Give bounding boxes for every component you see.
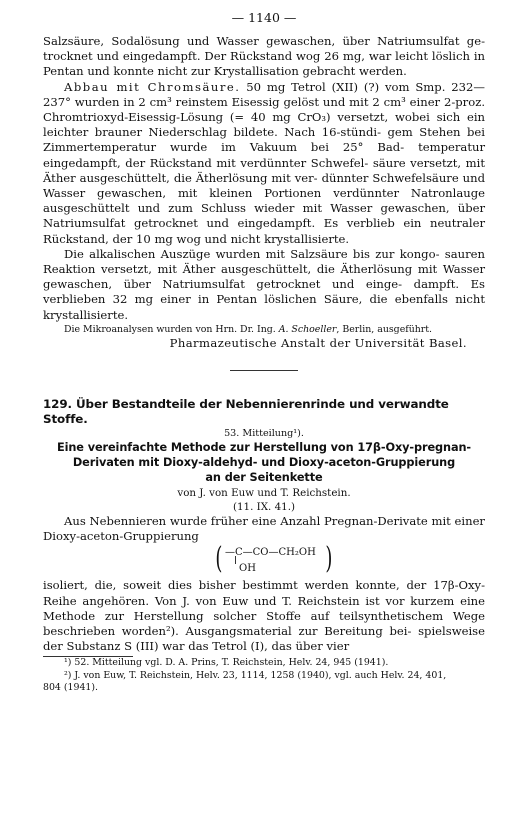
text-line: sauren Reaktion versetzt, mit Äther ausgeschüttelt, die Ätherlösung [43,246,485,277]
formula-paren-right: ) [325,541,333,577]
page-number: — 1140 — [231,10,297,25]
text-line: Aus Nebennieren wurde früher eine Anzahl Pregnan-Derivate [64,514,428,529]
subtitle-line: Derivaten mit Dioxy-aldehyd- und Dioxy-aceton-Gruppierung [72,456,456,470]
authors: von J. von Euw und T. Reichstein. [177,487,351,500]
acknowledgement-text: Die Mikroanalysen wurden von Hrn. Dr. Ing. [64,323,279,335]
article-title: 129. Über Bestandteile der Nebennierenrinde und verwandte Stoffe. [43,397,449,427]
paragraph-continuation [43,34,485,80]
paragraph-auszuege [43,247,485,323]
text-line: einer 2-proz. Chromtrioxyd-Eisessig-Lösung (= 40 mg CrO₃) versetzt, [43,94,486,125]
text-line: Wasser gewaschen, über Natriumsulfat getrocknet und eingedampft. [43,201,486,231]
text-line: verdünnter Natronlauge ausgeschüttelt und zum Schluss wieder mit [43,186,486,216]
text-line: gem Stehen bei Zimmertemperatur wurde im Vakuum bei 25° Bad- [43,125,485,155]
text-line: mit Wasser gewaschen, über Natriumsulfat getrocknet und einge- [43,262,485,292]
text-line: wobei sich ein leichter brauner Niederschlag bildete. Nach 16-stündi- [43,110,485,140]
paragraph-intro [43,514,485,544]
text-line: spielsweise der Substanz S (III) war das Tetrol (I), das über vier [43,624,485,654]
separator-rule [230,370,298,371]
text-line: Reihe angehören. Von J. von Euw und T. Reichstein ist vor kurzem [43,593,455,608]
section-heading-abbau: Abbau mit Chromsäure. [64,79,241,94]
text-line: dampft. Es verblieben 32 mg einer in Pentan löslichen Säure, die [43,277,486,307]
text-line: 50 mg Tetrol (XII) (?) vom Smp. [240,79,446,94]
subtitle-line: Eine vereinfachte Methode zur Herstellung von 17β-Oxy-pregnan- [56,441,472,455]
formula-paren-left: ( [215,541,223,577]
text-line: säure versetzt, mit Äther ausgeschüttelt, die Ätherlösung mit ver- [43,155,486,185]
page-body [43,34,485,695]
paragraph-abbau [43,80,485,247]
acknowledgement-person: A. Schoeller [278,323,337,335]
footnote-2: ²) J. von Euw, T. Reichstein, Helv. 23, 1114, 1258 (1940), vgl. auch Helv. 24, 401, [64,669,447,681]
text-line: in Pentan und konnte nicht zur Krystallisation gebracht werden. [43,49,485,79]
text-line: mit einer Dioxy-aceton-Gruppierung [43,514,485,544]
text-line: temperatur eingedampft, der Rückstand mit verdünnter Schwefel- [43,140,486,170]
formula-bond [235,556,236,564]
formula-bottom: OH [239,563,256,575]
text-line: isoliert, die, soweit dies bisher bestimmt werden konnte, der 17β-Oxy- [43,578,485,593]
footnote-1: ¹) 52. Mitteilung vgl. D. A. Prins, T. Reichstein, Helv. 24, 945 (1941). [64,657,389,669]
text-line: 232—237° wurden in 2 cm³ reinstem Eisessig gelöst und mit 2 cm³ [43,79,485,109]
formula-top: —C—CO—CH₂OH [225,547,316,559]
article-subtitle [43,440,485,485]
institution: Pharmazeutische Anstalt der Universität Basel. [169,335,467,350]
chemical-formula [213,541,343,578]
text-line: Salzsäure, Sodalösung und Wasser gewaschen, über Natriumsulfat ge- [43,34,485,48]
text-line: ebenfalls nicht krystallisierte. [43,292,485,322]
received-date: (11. IX. 41.) [232,501,295,514]
text-line: eine Methode zur Herstellung solcher Stoffe auf teilsynthetischem [43,593,486,623]
text-line: Es verblieb ein neutraler Rückstand, der 10 mg wog und nicht [43,216,485,246]
text-line: Wege beschrieben worden²). Ausgangsmaterial zur Bereitung bei- [43,608,486,639]
text-line: krystallisierte. [264,231,350,246]
subtitle-line: an der Seitenkette [205,471,323,485]
acknowledgement-text-end: , Berlin, ausgeführt. [336,323,433,335]
paragraph-isoliert [43,578,485,654]
text-line: trocknet und eingedampft. Der Rückstand wog 26 mg, war leicht löslich [43,49,470,64]
footnotes [43,657,485,695]
acknowledgement [43,323,485,336]
text-line: dünnter Schwefelsäure und Wasser gewaschen, mit kleinen Portionen [43,170,486,201]
text-line: Die alkalischen Auszüge wurden mit Salzsäure bis zur kongo- [64,246,440,261]
communication-number: 53. Mitteilung¹). [224,428,304,440]
footnote-2-cont: 804 (1941). [43,682,99,694]
